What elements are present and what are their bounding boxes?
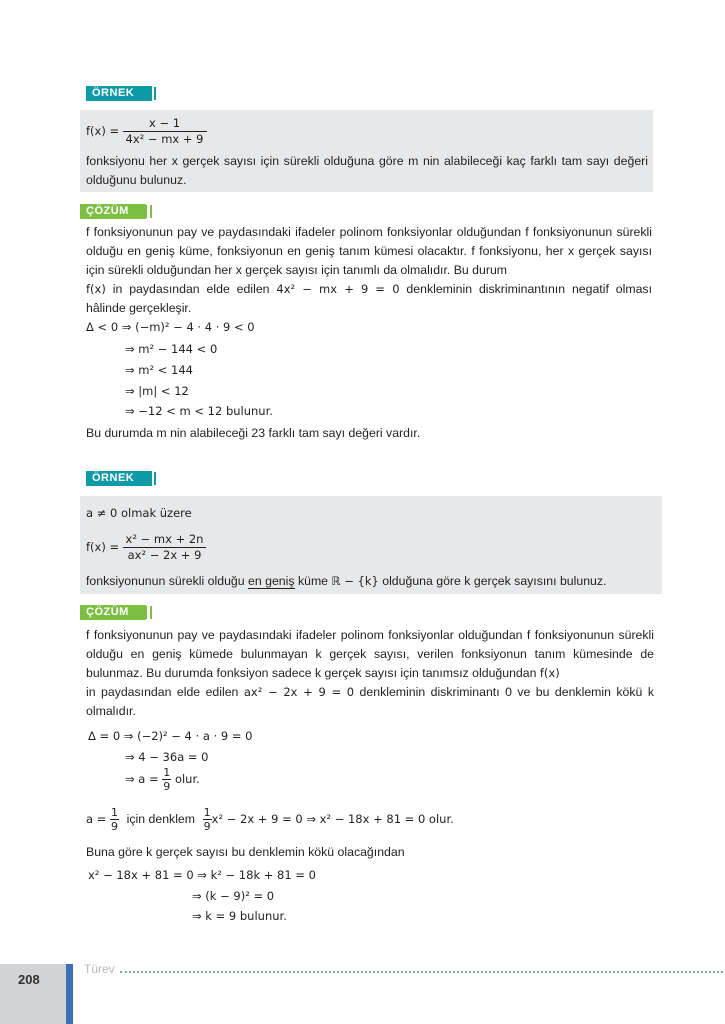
solution-text: f fonksiyonunun pay ve paydasındaki ifadeler polinom fonksiyonlar olduğundan f fonksiyonunun sürekli olduğu en geniş küme, fonksiyonun en geniş tanım kümesi olacaktır. f fonksiyonu, her x gerçek sayısı için sürekli olduğundan her x gerçek sayısı için tanımlı da olmalıdır. Bu durum f(x) in paydasından elde edilen 4x² − mx + 9 = 0 denkleminin diskriminantının negatif olması hâlinde gerçekleşir. — [86, 225, 652, 315]
function-fraction: $\frac{x - 1}{\text{4x² − mx + 9}}$ — [123, 116, 207, 147]
math-step: ⇒ −12 < m < 12 bulunur. — [125, 404, 273, 418]
math-step: Δ < 0 ⇒ (−m)² − 4 · 4 · 9 < 0 — [86, 320, 255, 334]
math-step: ⇒ k = 9 bulunur. — [192, 909, 287, 923]
example-question: fonksiyonunun sürekli olduğu en geniş küme ℝ − {k} olduğuna göre k gerçek sayısını bulunuz. — [86, 574, 607, 588]
section-title: Türev — [84, 962, 115, 976]
math-step: ⇒ 4 − 36a = 0 — [125, 750, 209, 764]
function-fraction: $\frac{\text{x² − mx + 2n}}{\text{ax² − 2x + 9}}$ — [123, 532, 207, 563]
solution-label: ÇÖZÜM — [80, 204, 146, 219]
label-stripes — [144, 472, 159, 485]
math-step: ⇒ |m| < 12 — [125, 384, 189, 398]
math-step: ⇒ (k − 9)² = 0 — [192, 889, 275, 903]
example-label: ÖRNEK — [86, 86, 152, 101]
math-step: Δ = 0 ⇒ (−2)² − 4 · a · 9 = 0 — [88, 729, 253, 743]
underlined-phrase: en geniş — [248, 574, 295, 588]
function-definition: f(x) = $\frac{x - 1}{\text{4x² − mx + 9}}$ — [86, 116, 207, 147]
example-question: fonksiyonu her x gerçek sayısı için sürekli olduğuna göre m nin alabileceği kaç farklı tam sayı değeri olduğunu bulunuz. — [86, 154, 648, 187]
condition-text: a ≠ 0 olmak üzere — [86, 506, 192, 520]
solution-text: f fonksiyonunun pay ve paydasındaki ifadeler polinom fonksiyonlar olduğundan f fonksiyonunun sürekli olduğu en geniş kümede bulunmayan k gerçek sayısı, verilen fonksiyonun tanım kümesinde de bulunmaz. Bu durumda fonksiyon sadece k gerçek sayısı için tanımsız olduğundan f(x) in paydasından elde edilen ax² − 2x + 9 = 0 denkleminin diskriminantı 0 ve bu denklemin kökü k olmalıdır. — [86, 628, 654, 718]
math-step: x² − 18x + 81 = 0 ⇒ k² − 18k + 81 = 0 — [88, 868, 316, 882]
solution-intro: Buna göre k gerçek sayısı bu denklemin kökü olacağından — [86, 845, 405, 859]
solution-label: ÇÖZÜM — [80, 605, 146, 620]
math-step: ⇒ m² < 144 — [125, 363, 194, 377]
solution-conclusion: Bu durumda m nin alabileceği 23 farklı tam sayı değeri vardır. — [86, 426, 421, 440]
label-stripes — [140, 606, 155, 619]
solution-text-line: in paydasından elde edilen ax² − 2x + 9 = 0 denkleminin diskriminantı 0 ve bu denklemin kökü k — [86, 685, 654, 699]
denklem-line: a = $\frac{1}{9}$ için denklem $\frac{1}{9}$ x² − 2x + 9 = 0 ⇒ x² − 18x + 81 = 0 olur. — [86, 806, 454, 833]
label-stripes — [144, 87, 159, 100]
footer-bar — [66, 964, 73, 1024]
domain-set: ℝ − {k} — [331, 574, 379, 588]
math-step: ⇒ a = $\frac{1}{9}$ olur. — [125, 766, 200, 793]
example-label: ÖRNEK — [86, 471, 152, 486]
math-step: ⇒ m² − 144 < 0 — [125, 342, 218, 356]
solution-text-line: f(x) in paydasından elde edilen 4x² − mx + 9 = 0 denkleminin diskriminantının negatif olması — [86, 282, 652, 296]
footer-dotted-rule — [120, 971, 723, 973]
page-number: 208 — [18, 972, 40, 987]
label-stripes — [140, 205, 155, 218]
function-definition: f(x) = $\frac{\text{x² − mx + 2n}}{\text{ax² − 2x + 9}}$ — [86, 532, 206, 563]
